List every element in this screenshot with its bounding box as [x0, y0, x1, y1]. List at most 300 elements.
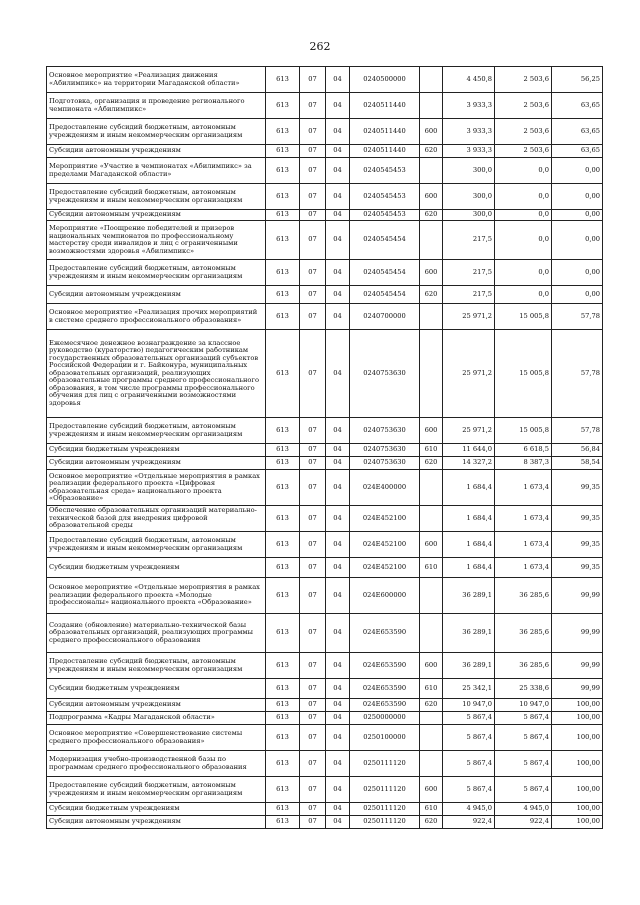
- target-article: 024E452100: [350, 558, 420, 578]
- table-row: [47, 119, 603, 145]
- subsection-code: 04: [326, 751, 350, 777]
- section-code: 07: [300, 532, 326, 558]
- target-article: 024E452100: [350, 506, 420, 532]
- actual-amount: 1 673,4: [495, 532, 552, 558]
- percent-executed: 0,00: [552, 158, 603, 184]
- subsection-code: 04: [326, 418, 350, 444]
- subsection-code: 04: [326, 506, 350, 532]
- row-name: Ежемесячное денежное вознаграждение за классное руководство (кураторство) педагогическим работникам государственных образовательных организаций субъектов Российской Федерации и г. Байконура, муниципальных образовательных организаций, реализующих образовательные программы среднего профессионального образования, в том числе программы профессионального обучения для лиц с ограниченными возможностями здоровья: [47, 330, 266, 418]
- percent-executed: 99,99: [552, 679, 603, 699]
- target-article: 0240753630: [350, 457, 420, 470]
- target-article: 024E653590: [350, 679, 420, 699]
- page-number: 262: [309, 40, 331, 53]
- row-name: Предоставление субсидий бюджетным, автономным учреждениям и иным некоммерческим организациям: [47, 653, 266, 679]
- section-code: 07: [300, 221, 326, 260]
- row-name: Основное мероприятие «Реализация движения «Абилимпикс» на территории Магаданской области»: [47, 67, 266, 93]
- percent-executed: 99,99: [552, 653, 603, 679]
- plan-amount: 36 289,1: [443, 653, 495, 679]
- actual-amount: 6 618,5: [495, 444, 552, 457]
- plan-amount: 11 644,0: [443, 444, 495, 457]
- expense-type: 610: [420, 803, 443, 816]
- expense-type: 610: [420, 444, 443, 457]
- ministry-code: 613: [266, 221, 300, 260]
- table-row: [47, 699, 603, 712]
- section-code: 07: [300, 286, 326, 304]
- plan-amount: 1 684,4: [443, 506, 495, 532]
- section-code: 07: [300, 444, 326, 457]
- section-code: 07: [300, 418, 326, 444]
- table-row: [47, 184, 603, 210]
- row-name: Предоставление субсидий бюджетным, автономным учреждениям и иным некоммерческим организациям: [47, 119, 266, 145]
- percent-executed: 99,35: [552, 532, 603, 558]
- expense-type: [420, 751, 443, 777]
- percent-executed: 99,35: [552, 558, 603, 578]
- subsection-code: 04: [326, 444, 350, 457]
- target-article: 0240753630: [350, 330, 420, 418]
- table-row: [47, 457, 603, 470]
- table-row: [47, 418, 603, 444]
- expense-type: [420, 725, 443, 751]
- row-name: Модернизация учебно-производственной базы по программам среднего профессионального образования: [47, 751, 266, 777]
- ministry-code: 613: [266, 93, 300, 119]
- section-code: 07: [300, 119, 326, 145]
- expense-type: 600: [420, 184, 443, 210]
- table-row: [47, 578, 603, 614]
- table-row: [47, 330, 603, 418]
- table-row: [47, 532, 603, 558]
- percent-executed: 57,78: [552, 304, 603, 330]
- plan-amount: 3 933,3: [443, 93, 495, 119]
- table-row: [47, 653, 603, 679]
- row-name: Основное мероприятие «Совершенствование системы среднего профессионального образования»: [47, 725, 266, 751]
- section-code: 07: [300, 816, 326, 829]
- expense-type: 600: [420, 260, 443, 286]
- actual-amount: 1 673,4: [495, 558, 552, 578]
- table-row: [47, 210, 603, 221]
- target-article: 0240700000: [350, 304, 420, 330]
- subsection-code: 04: [326, 119, 350, 145]
- section-code: 07: [300, 751, 326, 777]
- row-name: Основное мероприятие «Реализация прочих мероприятий в системе среднего профессионального образования»: [47, 304, 266, 330]
- row-name: Субсидии бюджетным учреждениям: [47, 679, 266, 699]
- percent-executed: 0,00: [552, 210, 603, 221]
- table-row: [47, 158, 603, 184]
- expense-type: 620: [420, 145, 443, 158]
- section-code: 07: [300, 712, 326, 725]
- expense-type: [420, 304, 443, 330]
- row-name: Субсидии автономным учреждениям: [47, 457, 266, 470]
- target-article: 024E653590: [350, 614, 420, 653]
- row-name: Предоставление субсидий бюджетным, автономным учреждениям и иным некоммерческим организациям: [47, 532, 266, 558]
- plan-amount: 922,4: [443, 816, 495, 829]
- target-article: 024E653590: [350, 699, 420, 712]
- table-row: [47, 712, 603, 725]
- subsection-code: 04: [326, 699, 350, 712]
- actual-amount: 15 005,8: [495, 304, 552, 330]
- target-article: 024E600000: [350, 578, 420, 614]
- actual-amount: 15 005,8: [495, 330, 552, 418]
- plan-amount: 5 867,4: [443, 751, 495, 777]
- section-code: 07: [300, 210, 326, 221]
- ministry-code: 613: [266, 777, 300, 803]
- actual-amount: 0,0: [495, 184, 552, 210]
- subsection-code: 04: [326, 221, 350, 260]
- expense-type: [420, 93, 443, 119]
- subsection-code: 04: [326, 679, 350, 699]
- percent-executed: 100,00: [552, 699, 603, 712]
- ministry-code: 613: [266, 67, 300, 93]
- subsection-code: 04: [326, 558, 350, 578]
- actual-amount: 5 867,4: [495, 712, 552, 725]
- target-article: 0240753630: [350, 444, 420, 457]
- row-name: Основное мероприятие «Отдельные мероприятия в рамках реализации федерального проекта «Молодые профессионалы» национального проекта «Образование»: [47, 578, 266, 614]
- row-name: Создание (обновление) материально-технической базы образовательных организаций, реализующих программы среднего профессионального образования: [47, 614, 266, 653]
- percent-executed: 0,00: [552, 184, 603, 210]
- target-article: 0240511440: [350, 145, 420, 158]
- target-article: 0240500000: [350, 67, 420, 93]
- percent-executed: 56,84: [552, 444, 603, 457]
- ministry-code: 613: [266, 614, 300, 653]
- percent-executed: 57,78: [552, 418, 603, 444]
- percent-executed: 100,00: [552, 777, 603, 803]
- section-code: 07: [300, 578, 326, 614]
- subsection-code: 04: [326, 260, 350, 286]
- plan-amount: 25 971,2: [443, 304, 495, 330]
- section-code: 07: [300, 260, 326, 286]
- target-article: 0250100000: [350, 725, 420, 751]
- actual-amount: 5 867,4: [495, 751, 552, 777]
- plan-amount: 217,5: [443, 286, 495, 304]
- row-name: Субсидии автономным учреждениям: [47, 286, 266, 304]
- subsection-code: 04: [326, 712, 350, 725]
- actual-amount: 15 005,8: [495, 418, 552, 444]
- actual-amount: 2 503,6: [495, 67, 552, 93]
- target-article: 0240753630: [350, 418, 420, 444]
- expense-type: 620: [420, 816, 443, 829]
- expense-type: [420, 578, 443, 614]
- plan-amount: 36 289,1: [443, 614, 495, 653]
- percent-executed: 0,00: [552, 260, 603, 286]
- actual-amount: 5 867,4: [495, 777, 552, 803]
- percent-executed: 99,99: [552, 614, 603, 653]
- percent-executed: 58,54: [552, 457, 603, 470]
- subsection-code: 04: [326, 93, 350, 119]
- target-article: 0240511440: [350, 93, 420, 119]
- table-row: [47, 679, 603, 699]
- subsection-code: 04: [326, 614, 350, 653]
- expense-type: [420, 614, 443, 653]
- actual-amount: 2 503,6: [495, 145, 552, 158]
- subsection-code: 04: [326, 777, 350, 803]
- row-name: Подпрограмма «Кадры Магаданской области»: [47, 712, 266, 725]
- ministry-code: 613: [266, 712, 300, 725]
- expense-type: 620: [420, 699, 443, 712]
- expense-type: 610: [420, 558, 443, 578]
- target-article: 0250111120: [350, 777, 420, 803]
- expense-type: 620: [420, 210, 443, 221]
- subsection-code: 04: [326, 532, 350, 558]
- section-code: 07: [300, 145, 326, 158]
- ministry-code: 613: [266, 653, 300, 679]
- actual-amount: 0,0: [495, 158, 552, 184]
- table-row: [47, 221, 603, 260]
- expense-type: 620: [420, 457, 443, 470]
- expense-type: 600: [420, 653, 443, 679]
- actual-amount: 8 387,3: [495, 457, 552, 470]
- subsection-code: 04: [326, 578, 350, 614]
- expense-type: 600: [420, 119, 443, 145]
- percent-executed: 99,35: [552, 506, 603, 532]
- row-name: Субсидии автономным учреждениям: [47, 210, 266, 221]
- section-code: 07: [300, 184, 326, 210]
- actual-amount: 36 285,6: [495, 614, 552, 653]
- section-code: 07: [300, 67, 326, 93]
- table-row: [47, 470, 603, 506]
- subsection-code: 04: [326, 470, 350, 506]
- row-name: Подготовка, организация и проведение регионального чемпионата «Абилимпикс»: [47, 93, 266, 119]
- row-name: Субсидии бюджетным учреждениям: [47, 803, 266, 816]
- plan-amount: 5 867,4: [443, 712, 495, 725]
- plan-amount: 5 867,4: [443, 777, 495, 803]
- expense-type: [420, 470, 443, 506]
- target-article: 024E400000: [350, 470, 420, 506]
- percent-executed: 99,99: [552, 578, 603, 614]
- ministry-code: 613: [266, 184, 300, 210]
- ministry-code: 613: [266, 578, 300, 614]
- ministry-code: 613: [266, 145, 300, 158]
- section-code: 07: [300, 304, 326, 330]
- actual-amount: 1 673,4: [495, 470, 552, 506]
- plan-amount: 300,0: [443, 210, 495, 221]
- table-row: [47, 751, 603, 777]
- target-article: 0240545454: [350, 221, 420, 260]
- actual-amount: 2 503,6: [495, 119, 552, 145]
- percent-executed: 63,65: [552, 145, 603, 158]
- table-row: [47, 803, 603, 816]
- actual-amount: 25 338,6: [495, 679, 552, 699]
- actual-amount: 922,4: [495, 816, 552, 829]
- section-code: 07: [300, 158, 326, 184]
- table-row: [47, 506, 603, 532]
- ministry-code: 613: [266, 532, 300, 558]
- actual-amount: 0,0: [495, 260, 552, 286]
- plan-amount: 4 450,8: [443, 67, 495, 93]
- expense-type: [420, 158, 443, 184]
- plan-amount: 300,0: [443, 158, 495, 184]
- percent-executed: 99,35: [552, 470, 603, 506]
- ministry-code: 613: [266, 418, 300, 444]
- percent-executed: 100,00: [552, 816, 603, 829]
- plan-amount: 10 947,0: [443, 699, 495, 712]
- expense-type: [420, 712, 443, 725]
- subsection-code: 04: [326, 803, 350, 816]
- subsection-code: 04: [326, 286, 350, 304]
- ministry-code: 613: [266, 816, 300, 829]
- ministry-code: 613: [266, 699, 300, 712]
- plan-amount: 3 933,3: [443, 119, 495, 145]
- percent-executed: 100,00: [552, 751, 603, 777]
- table-row: [47, 286, 603, 304]
- plan-amount: 25 971,2: [443, 330, 495, 418]
- target-article: 0240545454: [350, 286, 420, 304]
- percent-executed: 100,00: [552, 803, 603, 816]
- section-code: 07: [300, 93, 326, 119]
- section-code: 07: [300, 457, 326, 470]
- target-article: 0240545453: [350, 184, 420, 210]
- expense-type: [420, 221, 443, 260]
- plan-amount: 1 684,4: [443, 470, 495, 506]
- ministry-code: 613: [266, 751, 300, 777]
- table-row: [47, 260, 603, 286]
- plan-amount: 14 327,2: [443, 457, 495, 470]
- section-code: 07: [300, 653, 326, 679]
- section-code: 07: [300, 777, 326, 803]
- ministry-code: 613: [266, 304, 300, 330]
- target-article: 0250111120: [350, 803, 420, 816]
- percent-executed: 63,65: [552, 119, 603, 145]
- actual-amount: 2 503,6: [495, 93, 552, 119]
- ministry-code: 613: [266, 679, 300, 699]
- percent-executed: 63,65: [552, 93, 603, 119]
- actual-amount: 36 285,6: [495, 653, 552, 679]
- target-article: 0240545454: [350, 260, 420, 286]
- plan-amount: 217,5: [443, 260, 495, 286]
- section-code: 07: [300, 614, 326, 653]
- row-name: Субсидии автономным учреждениям: [47, 145, 266, 158]
- target-article: 0240545453: [350, 158, 420, 184]
- plan-amount: 25 342,1: [443, 679, 495, 699]
- section-code: 07: [300, 699, 326, 712]
- subsection-code: 04: [326, 304, 350, 330]
- table-row: [47, 304, 603, 330]
- percent-executed: 0,00: [552, 221, 603, 260]
- ministry-code: 613: [266, 444, 300, 457]
- row-name: Предоставление субсидий бюджетным, автономным учреждениям и иным некоммерческим организациям: [47, 260, 266, 286]
- section-code: 07: [300, 506, 326, 532]
- target-article: 0250111120: [350, 751, 420, 777]
- ministry-code: 613: [266, 158, 300, 184]
- expense-type: 600: [420, 418, 443, 444]
- table-row: [47, 816, 603, 829]
- subsection-code: 04: [326, 158, 350, 184]
- subsection-code: 04: [326, 145, 350, 158]
- percent-executed: 100,00: [552, 712, 603, 725]
- ministry-code: 613: [266, 803, 300, 816]
- ministry-code: 613: [266, 470, 300, 506]
- plan-amount: 1 684,4: [443, 532, 495, 558]
- ministry-code: 613: [266, 457, 300, 470]
- row-name: Предоставление субсидий бюджетным, автономным учреждениям и иным некоммерческим организациям: [47, 184, 266, 210]
- expense-type: 620: [420, 286, 443, 304]
- row-name: Мероприятие «Участие в чемпионатах «Абилимпикс» за пределами Магаданской области»: [47, 158, 266, 184]
- ministry-code: 613: [266, 330, 300, 418]
- table-row: [47, 444, 603, 457]
- section-code: 07: [300, 330, 326, 418]
- subsection-code: 04: [326, 67, 350, 93]
- actual-amount: 5 867,4: [495, 725, 552, 751]
- actual-amount: 0,0: [495, 221, 552, 260]
- row-name: Предоставление субсидий бюджетным, автономным учреждениям и иным некоммерческим организациям: [47, 777, 266, 803]
- row-name: Субсидии автономным учреждениям: [47, 816, 266, 829]
- expense-type: [420, 330, 443, 418]
- plan-amount: 25 971,2: [443, 418, 495, 444]
- row-name: Субсидии бюджетным учреждениям: [47, 558, 266, 578]
- target-article: 0250000000: [350, 712, 420, 725]
- ministry-code: 613: [266, 558, 300, 578]
- ministry-code: 613: [266, 506, 300, 532]
- row-name: Основное мероприятие «Отдельные мероприятия в рамках реализации федерального проекта «Цифровая образовательная среда» национального проекта «Образование»: [47, 470, 266, 506]
- section-code: 07: [300, 470, 326, 506]
- table-row: [47, 777, 603, 803]
- subsection-code: 04: [326, 816, 350, 829]
- plan-amount: 36 289,1: [443, 578, 495, 614]
- ministry-code: 613: [266, 260, 300, 286]
- table-row: [47, 725, 603, 751]
- actual-amount: 0,0: [495, 210, 552, 221]
- section-code: 07: [300, 725, 326, 751]
- table-row: [47, 558, 603, 578]
- expense-type: 600: [420, 777, 443, 803]
- subsection-code: 04: [326, 725, 350, 751]
- plan-amount: 1 684,4: [443, 558, 495, 578]
- subsection-code: 04: [326, 210, 350, 221]
- actual-amount: 10 947,0: [495, 699, 552, 712]
- ministry-code: 613: [266, 725, 300, 751]
- subsection-code: 04: [326, 330, 350, 418]
- row-name: Обеспечение образовательных организаций материально-технической базой для внедрения цифровой образовательной среды: [47, 506, 266, 532]
- table-row: [47, 93, 603, 119]
- row-name: Субсидии автономным учреждениям: [47, 699, 266, 712]
- section-code: 07: [300, 558, 326, 578]
- ministry-code: 613: [266, 210, 300, 221]
- percent-executed: 100,00: [552, 725, 603, 751]
- actual-amount: 1 673,4: [495, 506, 552, 532]
- section-code: 07: [300, 803, 326, 816]
- target-article: 0240511440: [350, 119, 420, 145]
- table-row: [47, 145, 603, 158]
- subsection-code: 04: [326, 653, 350, 679]
- expense-type: 600: [420, 532, 443, 558]
- table-body: [47, 67, 603, 829]
- actual-amount: 36 285,6: [495, 578, 552, 614]
- percent-executed: 56,25: [552, 67, 603, 93]
- table-row: [47, 67, 603, 93]
- actual-amount: 0,0: [495, 286, 552, 304]
- expense-type: [420, 67, 443, 93]
- row-name: Предоставление субсидий бюджетным, автономным учреждениям и иным некоммерческим организациям: [47, 418, 266, 444]
- expense-type: 610: [420, 679, 443, 699]
- plan-amount: 5 867,4: [443, 725, 495, 751]
- target-article: 024E452100: [350, 532, 420, 558]
- ministry-code: 613: [266, 119, 300, 145]
- subsection-code: 04: [326, 457, 350, 470]
- row-name: Субсидии бюджетным учреждениям: [47, 444, 266, 457]
- target-article: 024E653590: [350, 653, 420, 679]
- target-article: 0240545453: [350, 210, 420, 221]
- plan-amount: 300,0: [443, 184, 495, 210]
- table-row: [47, 614, 603, 653]
- section-code: 07: [300, 679, 326, 699]
- plan-amount: 217,5: [443, 221, 495, 260]
- percent-executed: 57,78: [552, 330, 603, 418]
- percent-executed: 0,00: [552, 286, 603, 304]
- budget-table: [46, 66, 603, 829]
- plan-amount: 4 945,0: [443, 803, 495, 816]
- target-article: 0250111120: [350, 816, 420, 829]
- row-name: Мероприятие «Поощрение победителей и призеров национальных чемпионатов по профессиональному мастерству среди инвалидов и лиц с ограниченными возможностями здоровья «Абилимпикс»: [47, 221, 266, 260]
- actual-amount: 4 945,0: [495, 803, 552, 816]
- expense-type: [420, 506, 443, 532]
